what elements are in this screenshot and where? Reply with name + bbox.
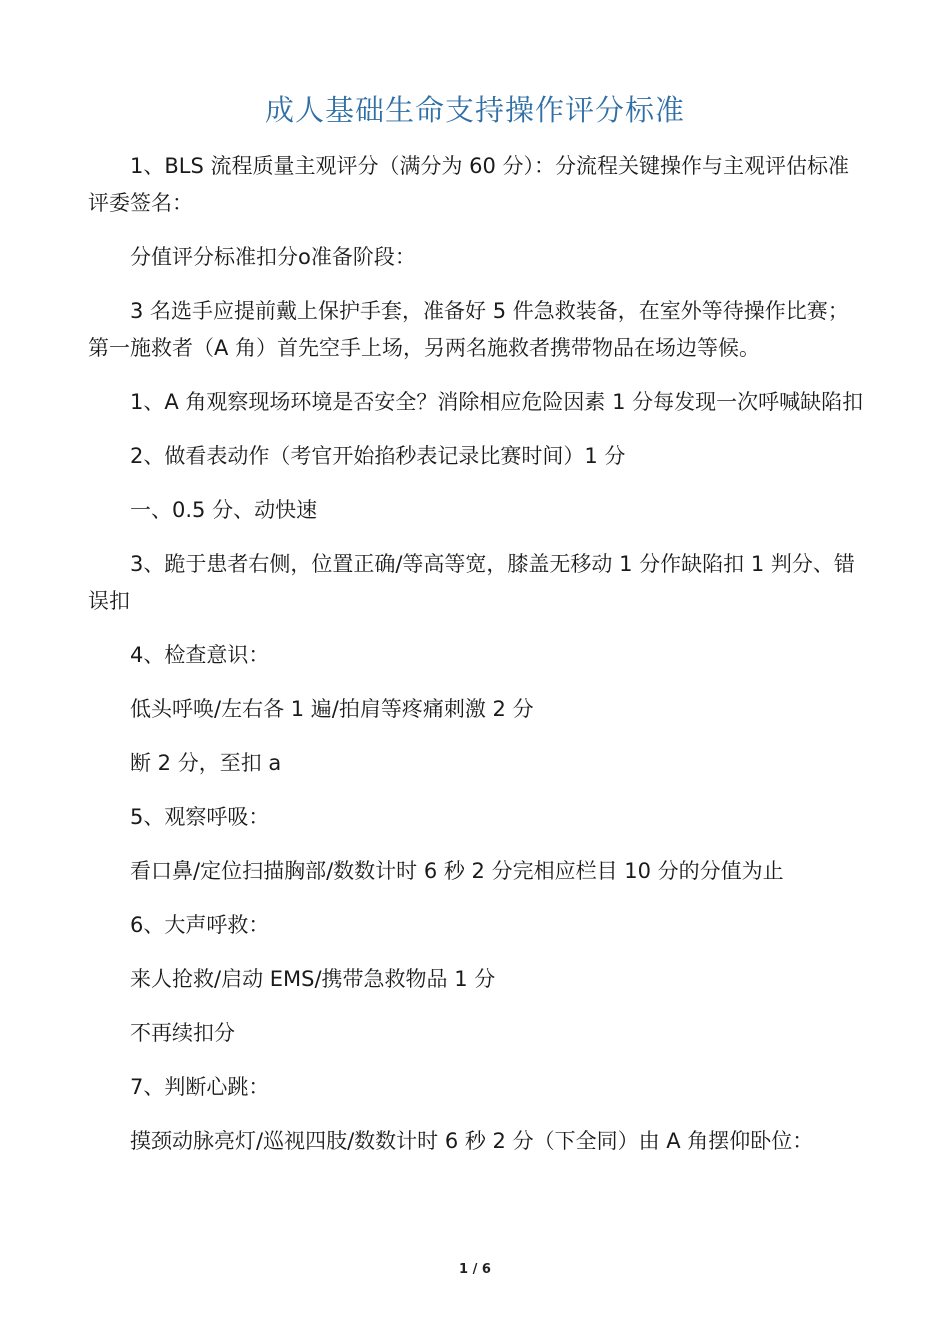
paragraph: 断 2 分，至扣 a bbox=[130, 751, 282, 775]
paragraph: 来人抢救/启动 EMS/携带急救物品 1 分 bbox=[130, 967, 496, 991]
paragraph: 5、观察呼吸： bbox=[130, 805, 270, 829]
document-body bbox=[88, 148, 868, 1177]
page-title: 成人基础生命支持操作评分标准 bbox=[264, 93, 685, 127]
paragraph: 摸颈动脉亮灯/巡视四肢/数数计时 6 秒 2 分（下全同）由 A 角摆仰卧位： bbox=[130, 1129, 814, 1153]
paragraph: 4、检查意识： bbox=[130, 643, 270, 667]
paragraph: 低头呼唤/左右各 1 遍/拍肩等疼痛刺激 2 分 bbox=[130, 697, 534, 721]
page-indicator: 1 / 6 bbox=[459, 1262, 491, 1277]
paragraph: 一、0.5 分、动快速 bbox=[130, 498, 318, 522]
paragraph: 7、判断心跳： bbox=[130, 1075, 270, 1099]
paragraph: 看口鼻/定位扫描胸部/数数计时 6 秒 2 分完相应栏目 10 分的分值为止 bbox=[130, 859, 784, 883]
paragraph: 3、跪于患者右侧，位置正确/等高等宽，膝盖无移动 1 分作缺陷扣 1 判分、错误扣 bbox=[88, 552, 855, 613]
paragraph: 分值评分标准扣分o准备阶段： bbox=[130, 245, 416, 269]
paragraph: 1、BLS 流程质量主观评分（满分为 60 分）：分流程关键操作与主观评估标准评委签名： bbox=[88, 154, 850, 215]
paragraph: 2、做看表动作（考官开始掐秒表记录比赛时间）1 分 bbox=[130, 444, 626, 468]
paragraph: 不再续扣分 bbox=[130, 1021, 235, 1045]
paragraph: 3 名选手应提前戴上保护手套，准备好 5 件急救装备，在室外等待操作比赛；第一施救者（A 角）首先空手上场，另两名施救者携带物品在场边等候。 bbox=[88, 299, 849, 360]
paragraph: 6、大声呼救： bbox=[130, 913, 270, 937]
paragraph: 1、A 角观察现场环境是否安全？消除相应危险因素 1 分每发现一次呼喊缺陷扣 bbox=[130, 390, 864, 414]
